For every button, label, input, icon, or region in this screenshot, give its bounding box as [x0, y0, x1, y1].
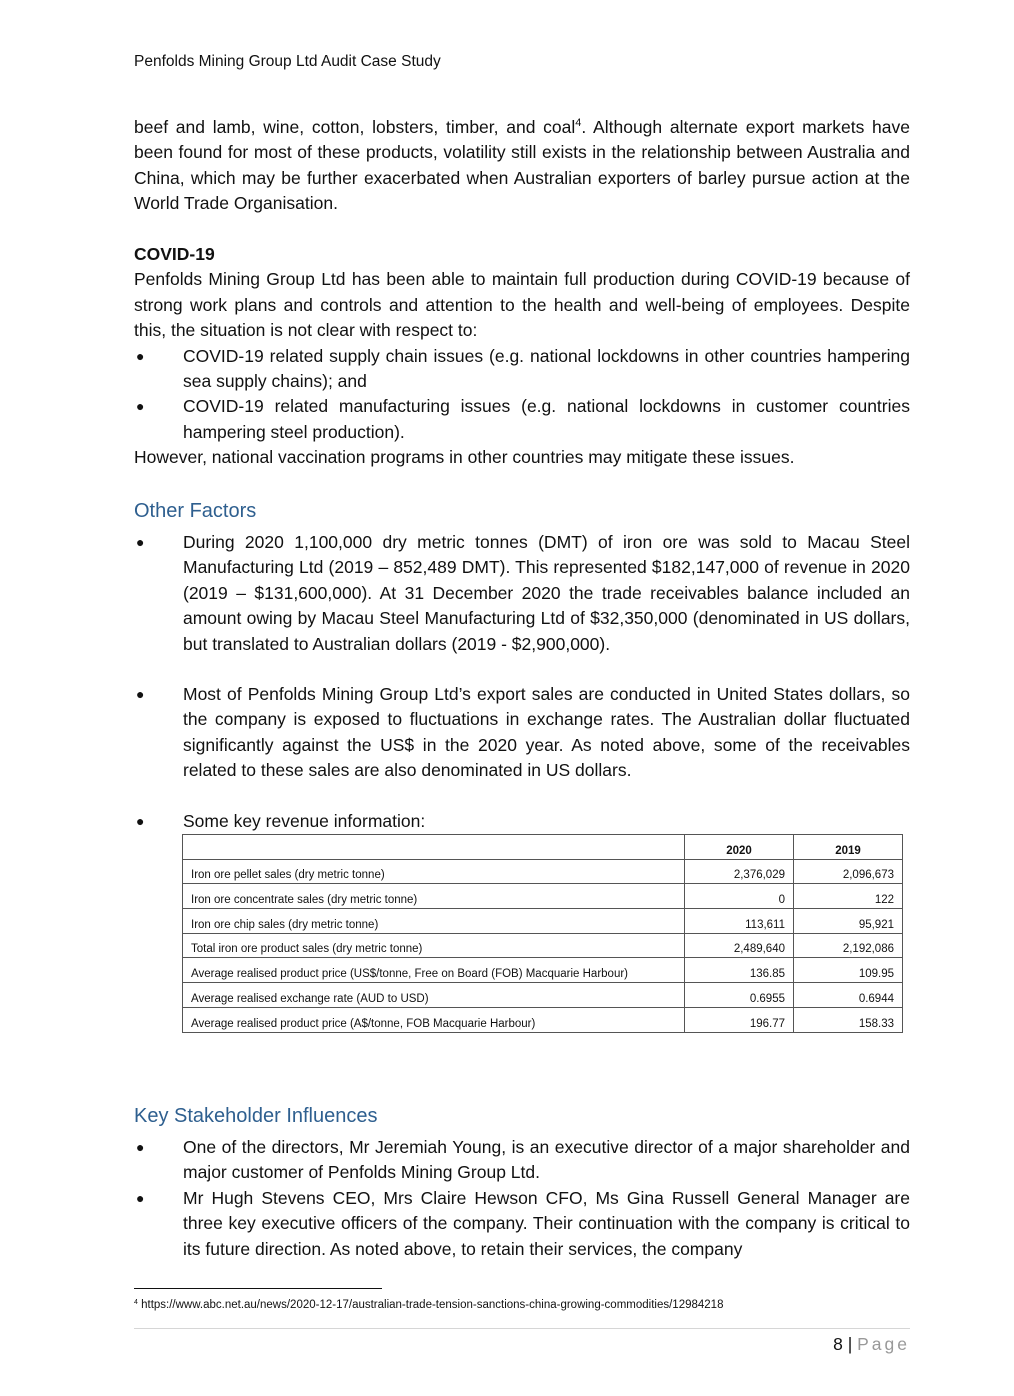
value-2019: 158.33	[794, 1007, 903, 1032]
row-label: Total iron ore product sales (dry metric tonne)	[183, 933, 685, 958]
list-item	[134, 530, 910, 657]
row-label: Average realised exchange rate (AUD to USD)	[183, 983, 685, 1008]
row-label: Average realised product price (A$/tonne, FOB Macquarie Harbour)	[183, 1007, 685, 1032]
value-2020: 196.77	[685, 1007, 794, 1032]
bullet-icon: ●	[136, 398, 145, 415]
intro-text-b: . Although alternate export markets have been found for most of these products, volatility still exists in the relationship between Australia and China, which may be further exacerbated when Australian exporters of barley pursue action at the World Trade Organisation.	[134, 117, 911, 214]
page-separator: |	[847, 1334, 853, 1354]
table-row	[183, 884, 903, 909]
row-label: Iron ore pellet sales (dry metric tonne)	[183, 859, 685, 884]
stakeholders-list	[134, 1135, 910, 1262]
value-2020: 2,489,640	[685, 933, 794, 958]
list-item	[134, 1135, 910, 1186]
bullet-icon: ●	[136, 1139, 145, 1155]
table-header-cell	[183, 835, 685, 860]
table-row	[183, 958, 903, 983]
covid-bullet-text: COVID-19 related supply chain issues (e.g. national lockdowns in other countries hampering sea supply chains); and	[183, 345, 910, 392]
table-row	[183, 909, 903, 934]
footnote	[134, 1299, 723, 1311]
value-2020: 136.85	[685, 958, 794, 983]
value-2019: 0.6944	[794, 983, 903, 1008]
row-label: Iron ore concentrate sales (dry metric tonne)	[183, 884, 685, 909]
value-2020: 2,376,029	[685, 859, 794, 884]
list-item	[134, 682, 910, 784]
list-item	[134, 809, 910, 834]
value-2019: 2,096,673	[794, 859, 903, 884]
bullet-icon: ●	[136, 686, 145, 703]
page-number-value: 8	[833, 1334, 843, 1354]
table-row	[183, 933, 903, 958]
bullet-icon: ●	[136, 534, 145, 550]
value-2020: 0	[685, 884, 794, 909]
other-factors-bullet-text: Some key revenue information:	[183, 810, 426, 831]
covid-bullet-text: COVID-19 related manufacturing issues (e.g. national lockdowns in customer countries hampering steel production).	[183, 396, 910, 442]
stakeholders-heading: Key Stakeholder Influences	[134, 1105, 378, 1127]
page-number	[833, 1334, 910, 1355]
other-factors-list	[134, 530, 910, 834]
value-2019: 2,192,086	[794, 933, 903, 958]
value-2020: 0.6955	[685, 983, 794, 1008]
footnote-link[interactable]: https://www.abc.net.au/news/2020-12-17/australian-trade-tension-sanctions-china-growing-commodities/12984218	[141, 1299, 724, 1311]
row-label: Average realised product price (US$/tonne, Free on Board (FOB) Macquarie Harbour)	[183, 958, 685, 983]
footnote-number: 4	[134, 1299, 138, 1306]
table-row	[183, 983, 903, 1008]
page-label: Page	[857, 1334, 910, 1354]
row-label: Iron ore chip sales (dry metric tonne)	[183, 909, 685, 934]
stakeholder-bullet-text: Mr Hugh Stevens CEO, Mrs Claire Hewson CFO, Ms Gina Russell General Manager are three key executive officers of the company. Their continuation with the company is critical to its future direction. As noted above, to retain their services, the company	[183, 1187, 910, 1259]
revenue-table	[182, 834, 903, 1033]
table-row	[183, 1007, 903, 1032]
value-2020: 113,611	[685, 909, 794, 934]
stakeholder-bullet-text: One of the directors, Mr Jeremiah Young, is an executive director of a major shareholder and major customer of Penfolds Mining Group Ltd.	[183, 1137, 910, 1183]
value-2019: 95,921	[794, 909, 903, 934]
footnote-reference: 4	[575, 117, 582, 130]
table-header-row	[183, 835, 903, 860]
value-2019: 109.95	[794, 958, 903, 983]
intro-paragraph	[134, 115, 910, 217]
other-factors-bullet-text: Most of Penfolds Mining Group Ltd’s export sales are conducted in United States dollars, so the company is exposed to fluctuations in exchange rates. The Australian dollar fluctuated significantly against the US$ in the 2020 year. As noted above, some of the receivables related to these sales are also denominated in US dollars.	[183, 684, 910, 781]
list-item	[134, 394, 910, 445]
covid-section	[134, 242, 910, 471]
value-2019: 122	[794, 884, 903, 909]
bullet-icon: ●	[136, 347, 145, 364]
running-header: Penfolds Mining Group Ltd Audit Case Study	[134, 53, 441, 70]
bullet-icon: ●	[136, 812, 145, 829]
intro-text-a: beef and lamb, wine, cotton, lobsters, timber, and coal	[134, 117, 576, 137]
covid-paragraph: Penfolds Mining Group Ltd has been able to maintain full production during COVID-19 because of strong work plans and controls and attention to the health and well-being of employees. Despite this, the situation is not clear with respect to:	[134, 269, 910, 341]
footnote-divider	[134, 1288, 382, 1289]
bullet-icon: ●	[136, 1189, 145, 1206]
other-factors-heading: Other Factors	[134, 500, 257, 522]
list-item	[134, 344, 910, 395]
footer-divider	[134, 1328, 910, 1329]
covid-closing: However, national vaccination programs in other countries may mitigate these issues.	[134, 447, 795, 468]
table-row	[183, 859, 903, 884]
covid-heading: COVID-19	[134, 244, 215, 264]
table-header-cell: 2020	[685, 835, 794, 860]
other-factors-bullet-text: During 2020 1,100,000 dry metric tonnes (DMT) of iron ore was sold to Macau Steel Manufacturing Ltd (2019 – 852,489 DMT). This represented $182,147,000 of revenue in 2020 (2019 – $131,600,000). At 31 December 2020 the trade receivables balance included an amount owing by Macau Steel Manufacturing Ltd of $32,350,000 (denominated in US dollars, but translated to Australian dollars (2019 - $2,900,000).	[183, 532, 910, 654]
list-item	[134, 1186, 910, 1262]
table-header-cell: 2019	[794, 835, 903, 860]
